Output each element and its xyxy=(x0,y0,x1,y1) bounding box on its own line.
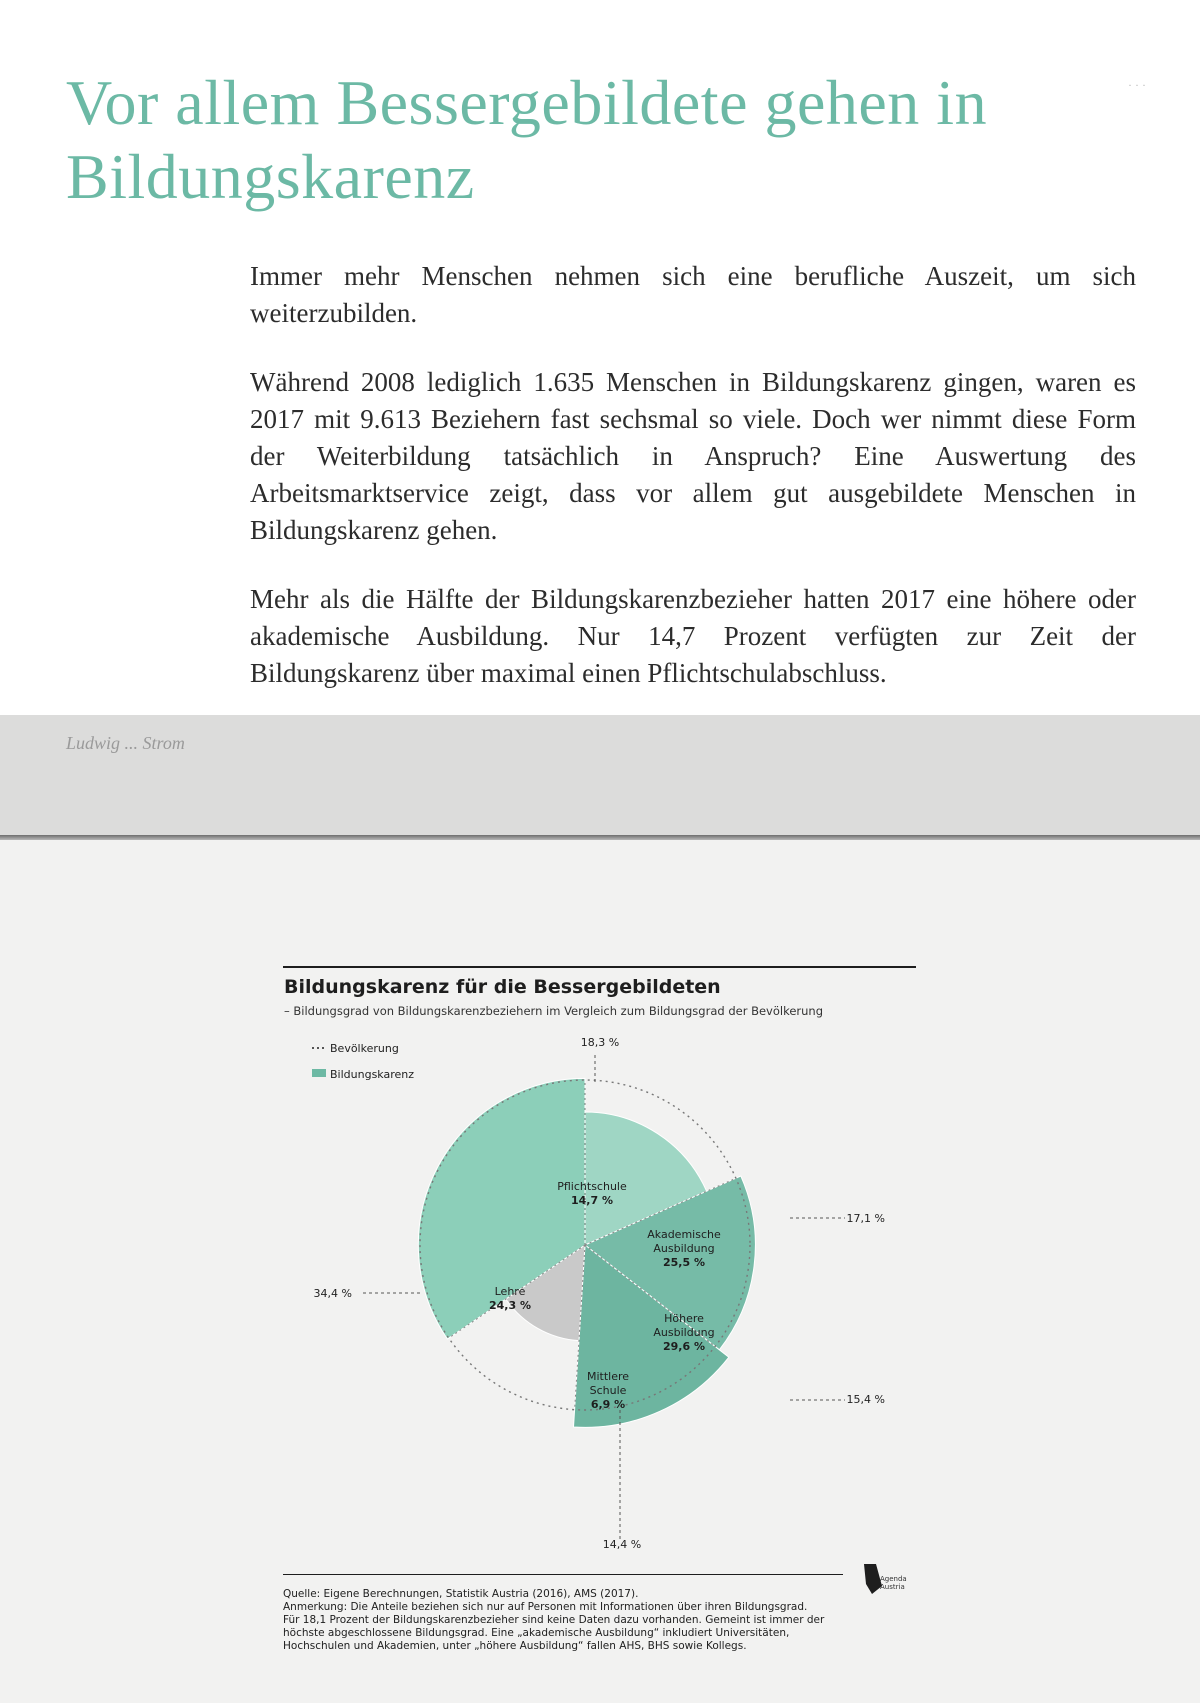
slice-category-label: Ausbildung xyxy=(653,1242,715,1255)
population-label: 34,4 % xyxy=(313,1287,352,1300)
slice-category-label: Höhere xyxy=(664,1312,704,1325)
population-label: 15,4 % xyxy=(846,1393,885,1406)
logo-text-line: Agenda xyxy=(880,1575,907,1583)
slice-value-label: 24,3 % xyxy=(489,1299,531,1312)
slice-value-label: 29,6 % xyxy=(663,1340,705,1353)
chart-subtitle: – Bildungsgrad von Bildungskarenzbeziehern im Vergleich zum Bildungsgrad der Bevölkerung xyxy=(284,1004,824,1018)
note-line: Hochschulen und Akademien, unter „höhere Ausbildung“ fallen AHS, BHS sowie Kollegs. xyxy=(283,1640,747,1652)
legend-label: Bildungskarenz xyxy=(330,1068,415,1081)
paragraph-1: Immer mehr Menschen nehmen sich eine berufliche Auszeit, um sich weiterzubilden. xyxy=(250,261,1136,328)
paragraph-2: Während 2008 lediglich 1.635 Menschen in Bildungskarenz gingen, waren es 2017 mit 9.613 Beziehern fast sechsmal so viele. Doch wer nimmt diese Form der Weiterbildung tatsächlich in Anspruch? Eine Auswertung des Arbeitsmarktservice zeigt, dass vor allem gut ausgebildete Menschen in Bildungskarenz gehen. xyxy=(250,367,1136,545)
chart-title: Bildungskarenz für die Bessergebildeten xyxy=(284,976,721,998)
slice-value-label: 6,9 % xyxy=(590,1398,626,1411)
note-source: Quelle: Eigene Berechnungen, Statistik Austria (2016), AMS (2017). xyxy=(283,1588,639,1600)
population-label: 14,4 % xyxy=(602,1538,642,1551)
slice-value-label: 25,5 % xyxy=(663,1256,705,1269)
note-line: höchste abgeschlossene Bildungsgrad. Eine „akademische Ausbildung“ inkludiert Universitäten, xyxy=(283,1627,790,1639)
paragraph-3: Mehr als die Hälfte der Bildungskarenzbezieher hatten 2017 eine höhere oder akademische Ausbildung. Nur 14,7 Prozent verfügten zur Zeit der Bildungskarenz über maximal einen Pflichtschulabschluss. xyxy=(250,584,1136,688)
chart-bottom-rule xyxy=(283,1574,843,1575)
author-byline: Ludwig ... Strom xyxy=(66,733,185,753)
slice-category-label: Akademische xyxy=(647,1228,721,1241)
corner-mark: · · · xyxy=(1128,78,1146,92)
slice-category-label: Mittlere xyxy=(586,1370,630,1383)
slice-category-label: Pflichtschule xyxy=(557,1180,627,1193)
slice-category-label: Ausbildung xyxy=(653,1326,715,1339)
slice-category-label: Lehre xyxy=(494,1285,526,1298)
article-title: Vor allem Bessergebildete gehen in Bildungskarenz xyxy=(66,67,988,212)
logo-text-line: Austria xyxy=(880,1583,905,1591)
note-line: Für 18,1 Prozent der Bildungskarenzbezieher sind keine Daten dazu vorhanden. Gemeint ist immer der xyxy=(283,1614,825,1626)
slice-value-label: 14,7 % xyxy=(571,1194,613,1207)
note-line: Anmerkung: Die Anteile beziehen sich nur auf Personen mit Informationen über ihren Bildungsgrad. xyxy=(283,1601,808,1613)
chart-notes xyxy=(283,1588,903,1653)
logo-text xyxy=(880,1575,907,1591)
population-label: 18,3 % xyxy=(580,1036,620,1049)
slice-category-label: Schule xyxy=(589,1384,627,1397)
legend-marker-solid xyxy=(312,1069,326,1077)
population-label: 17,1 % xyxy=(846,1212,885,1225)
legend-label: Bevölkerung xyxy=(330,1042,399,1055)
